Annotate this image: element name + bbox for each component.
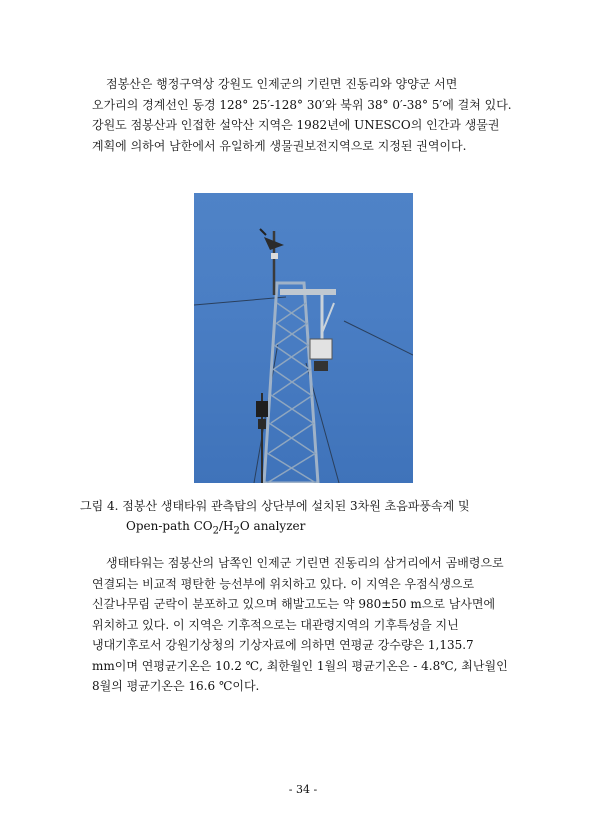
caption-line: 그림 4. 점봉산 생태타워 관측탑의 상단부에 설치된 3차원 초음파풍속계 및 bbox=[80, 499, 470, 513]
paragraph-line: 위치하고 있다. 이 지역은 기후적으로는 대관령지역의 기후특성을 지닌 bbox=[92, 617, 459, 632]
caption-text: O analyzer bbox=[239, 519, 306, 533]
caption-subscript: 2 bbox=[212, 525, 219, 537]
caption-text: Open-path CO bbox=[126, 519, 213, 533]
paragraph-line: 8월의 평균기온은 16.6 ℃이다. bbox=[92, 679, 260, 693]
body-paragraph-2 bbox=[92, 553, 522, 697]
paragraph-line: 연결되는 비교적 평탄한 능선부에 위치하고 있다. 이 지역은 우점식생으로 bbox=[92, 576, 475, 591]
paragraph-line: 오가리의 경계선인 동경 128° 25′-128° 30′와 북위 38° 0′-38° 5′에 걸쳐 있다. bbox=[92, 97, 512, 112]
tower-photo bbox=[194, 193, 413, 483]
paragraph-line: 냉대기후로서 강원기상청의 기상자료에 의하면 연평균 강수량은 1,135.7 bbox=[92, 638, 474, 652]
paragraph-line: 계획에 의하여 남한에서 유일하게 생물권보전지역으로 지정된 권역이다. bbox=[92, 138, 467, 153]
paragraph-line: 신갈나무림 군락이 분포하고 있으며 해발고도는 약 980±50 m으로 남사면에 bbox=[92, 597, 496, 611]
paragraph-line: 점봉산은 행정구역상 강원도 인제군의 기린면 진동리와 양양군 서면 bbox=[106, 77, 458, 91]
caption-subscript: 2 bbox=[233, 525, 240, 537]
page-number: - 34 - bbox=[288, 783, 318, 796]
body-paragraph-1 bbox=[92, 74, 522, 156]
caption-line bbox=[80, 516, 526, 541]
paragraph-line: 강원도 점봉산과 인접한 설악산 지역은 1982년에 UNESCO의 인간과 생물권 bbox=[92, 118, 500, 132]
caption-text: /H bbox=[219, 519, 234, 533]
tower-photo-illustration bbox=[194, 193, 413, 483]
figure-caption bbox=[80, 496, 526, 541]
paragraph-line: mm이며 연평균기온은 10.2 ℃, 최한월인 1월의 평균기온은 - 4.8℃, 최난월인 bbox=[92, 658, 508, 673]
paragraph-line: 생태타워는 점봉산의 남쪽인 인제군 기린면 진동리의 삼거리에서 곰배령으로 bbox=[106, 556, 504, 570]
